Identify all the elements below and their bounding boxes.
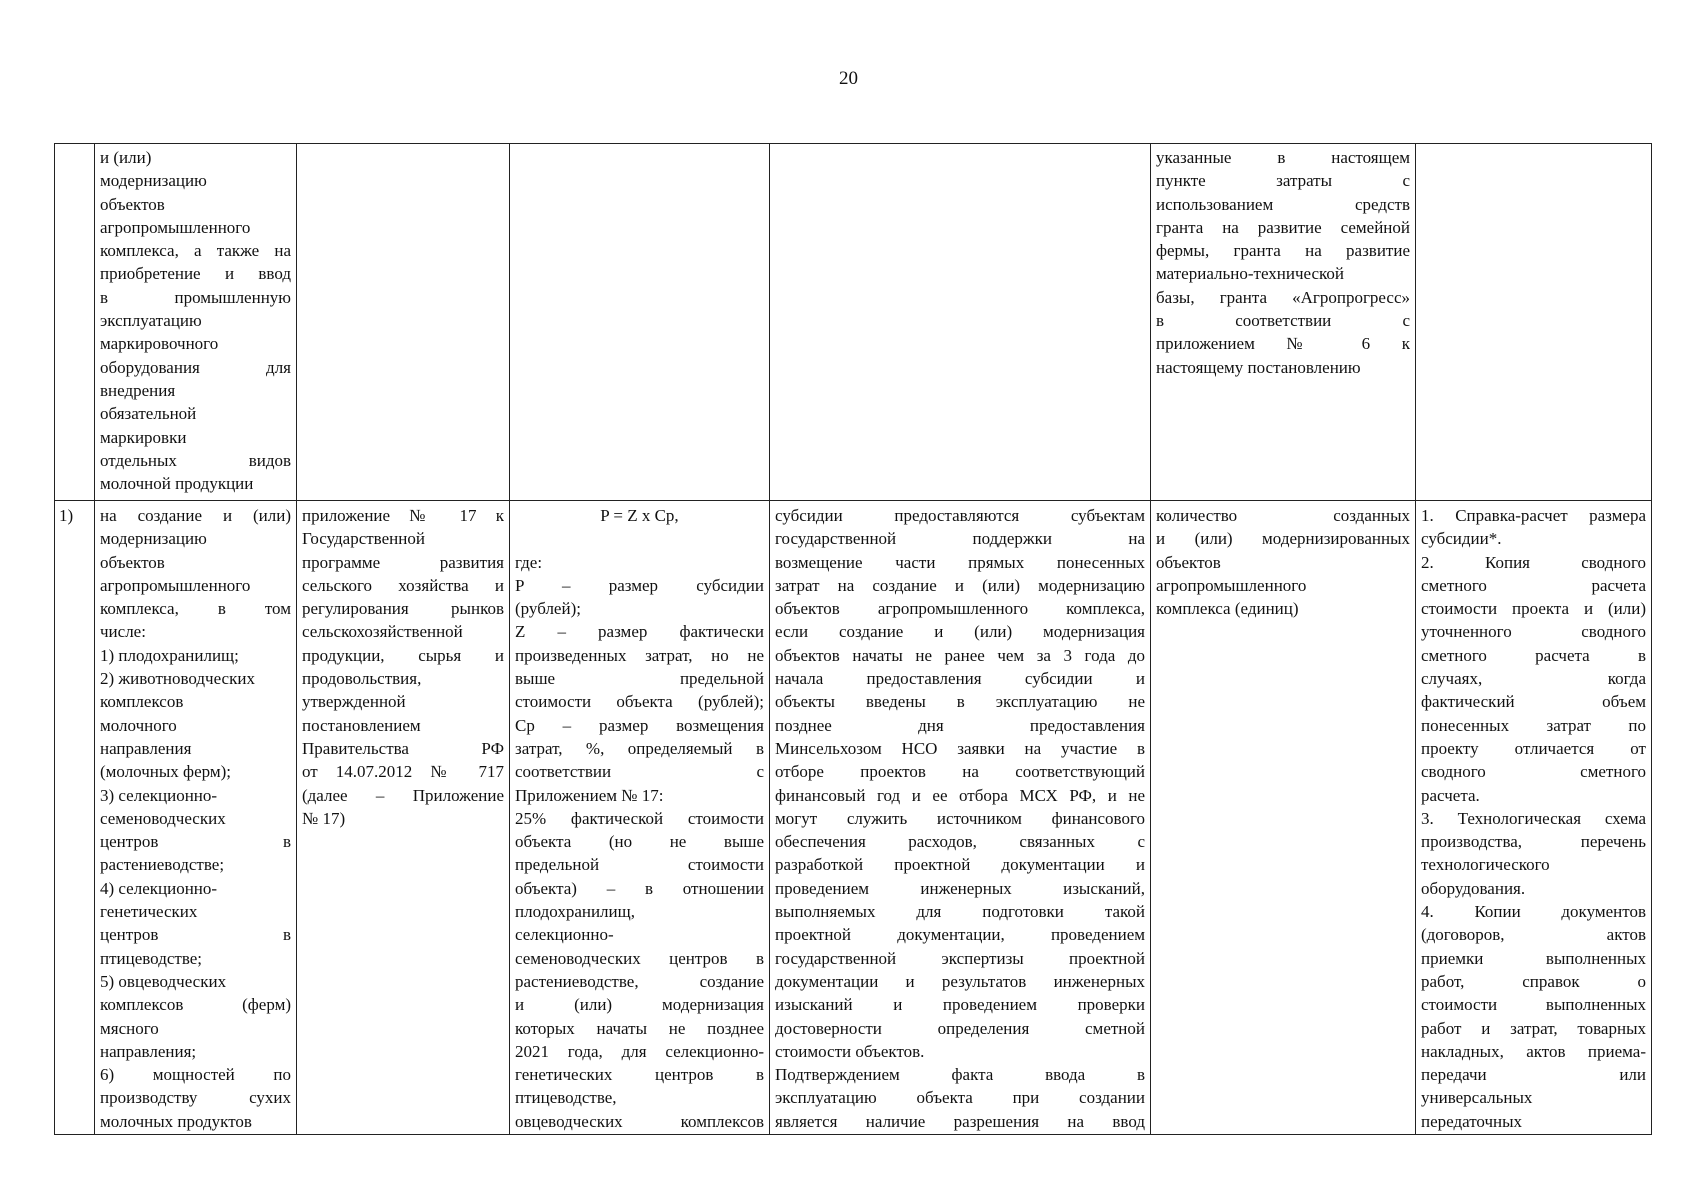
documents-cell <box>1416 144 1652 501</box>
text-line: птицеводстве, <box>515 1088 617 1108</box>
text-line: плодохранилищ, <box>515 902 635 922</box>
text-line: растениеводстве; <box>100 855 225 875</box>
text-line: направления <box>100 738 192 758</box>
text-line: передаточных <box>1421 1111 1523 1131</box>
table-row <box>55 501 1652 1135</box>
text-line: сводного сметного <box>1421 762 1646 782</box>
text-line: достоверности определения сметной <box>775 1018 1145 1038</box>
text-line: овцеводческих комплексов <box>515 1111 764 1131</box>
text-line: начала предоставления субсидии и <box>775 669 1145 689</box>
basis-text <box>302 504 504 830</box>
text-line: птицеводстве; <box>100 948 203 968</box>
text-line: проектной документации, проведением <box>775 925 1145 945</box>
text-line: комплексов <box>100 692 184 712</box>
text-line: в соответствии с <box>1156 311 1410 331</box>
text-line: оборудования для <box>100 357 291 377</box>
text-line: (молочных ферм); <box>100 762 232 782</box>
text-line: объекта (но не выше <box>515 832 764 852</box>
text-line: субсидии*. <box>1421 529 1502 549</box>
text-line: стоимости объекта (рублей); <box>515 692 764 712</box>
text-line: объектов <box>100 194 165 214</box>
text-line: молочных продуктов <box>100 1111 252 1131</box>
text-line: комплекса, а также на <box>100 241 291 261</box>
text-line: (далее – Приложение <box>302 785 504 805</box>
text-line: случаях, когда <box>1421 669 1646 689</box>
text-line: затрат, %, определяемый в <box>515 738 764 758</box>
text-line: центров в <box>100 925 291 945</box>
text-line: Правительства РФ <box>302 738 504 758</box>
formula-cell <box>510 144 770 501</box>
text-line: 1) плодохранилищ; <box>100 645 239 665</box>
text-line: позднее дня предоставления <box>775 715 1145 735</box>
text-line: семеноводческих центров в <box>515 948 764 968</box>
text-line: оборудования. <box>1421 878 1526 898</box>
text-line: объектов агропромышленного комплекса, <box>775 599 1145 619</box>
text-line: фактический объем <box>1421 692 1646 712</box>
text-line: 2. Копия сводного <box>1421 552 1646 572</box>
text-line: которых начаты не позднее <box>515 1018 764 1038</box>
row-number: 1) <box>59 506 74 525</box>
text-line: изысканий и проведением проверки <box>775 995 1145 1015</box>
text-line: P – размер субсидии <box>515 575 764 595</box>
text-line: Государственной <box>302 529 425 549</box>
text-line: передачи или <box>1421 1065 1646 1085</box>
text-line: внедрения <box>100 380 176 400</box>
text-line: государственной поддержки на <box>775 529 1145 549</box>
text-line: стоимости объектов. <box>775 1041 925 1061</box>
text-line: модернизацию <box>100 171 207 191</box>
text-line: объекта) – в отношении <box>515 878 764 898</box>
basis-cell <box>297 501 510 1135</box>
text-line: Подтверждением факта ввода в <box>775 1065 1145 1085</box>
direction-cell <box>95 144 297 501</box>
text-line: объекты введены в эксплуатацию не <box>775 692 1145 712</box>
documents-text <box>1421 504 1646 1133</box>
page-number: 20 <box>839 68 858 89</box>
text-line: выше предельной <box>515 669 764 689</box>
text-line: уточненного сводного <box>1421 622 1646 642</box>
text-line: и (или) модернизированных <box>1156 529 1410 549</box>
text-line: семеноводческих <box>100 808 226 828</box>
text-line: 1. Справка-расчет размера <box>1421 506 1646 525</box>
basis-cell <box>297 144 510 501</box>
text-line: сельскохозяйственной <box>302 622 463 642</box>
text-line: продукции, сырья и <box>302 645 504 665</box>
text-line: комплекса (единиц) <box>1156 599 1299 619</box>
text-line: числе: <box>100 622 146 642</box>
text-line: объектов <box>100 552 165 572</box>
text-line: настоящему постановлению <box>1156 357 1361 377</box>
table-row <box>55 144 1652 501</box>
text-line: маркировочного <box>100 334 219 354</box>
text-line: производству сухих <box>100 1088 291 1108</box>
text-line: P = Z x Cp, <box>600 506 679 525</box>
text-line: субсидии предоставляются субъектам <box>775 506 1145 525</box>
text-line: эксплуатацию объекта при создании <box>775 1088 1145 1108</box>
text-line: 5) овцеводческих <box>100 971 227 991</box>
text-line: работ, справок о <box>1421 971 1646 991</box>
text-line: агропромышленного <box>1156 575 1307 595</box>
text-line: агропромышленного <box>100 575 251 595</box>
text-line: возмещение части прямых понесенных <box>775 552 1145 572</box>
formula-cell <box>510 501 770 1135</box>
text-line: обязательной <box>100 404 197 424</box>
text-line: центров в <box>100 832 291 852</box>
text-line: отборе проектов на соответствующий <box>775 762 1145 782</box>
text-line: 6) мощностей по <box>100 1065 291 1085</box>
text-line: проведением инженерных изысканий, <box>775 878 1145 898</box>
text-line: отдельных видов <box>100 450 291 470</box>
indicator-cell <box>1151 144 1416 501</box>
text-line: утвержденной <box>302 692 406 712</box>
text-line: понесенных затрат по <box>1421 715 1646 735</box>
text-line: агропромышленного <box>100 217 251 237</box>
text-line: 4) селекционно- <box>100 878 218 898</box>
text-line: технологического <box>1421 855 1550 875</box>
text-line: могут служить источником финансового <box>775 808 1145 828</box>
text-line: документации и результатов инженерных <box>775 971 1145 991</box>
text-line: обеспечения расходов, связанных с <box>775 832 1145 852</box>
text-line: проекту отличается от <box>1421 738 1646 758</box>
text-line: выполняемых для подготовки такой <box>775 902 1145 922</box>
text-line: производства, перечень <box>1421 832 1646 852</box>
text-line: молочного <box>100 715 177 735</box>
text-line: работ и затрат, товарных <box>1421 1018 1646 1038</box>
text-line: маркировки <box>100 427 187 447</box>
text-line: стоимости выполненных <box>1421 995 1646 1015</box>
text-line: 4. Копии документов <box>1421 902 1646 922</box>
text-line: материально-технической <box>1156 264 1345 284</box>
text-line: финансовый год и ее отбора МСХ РФ, и не <box>775 785 1145 805</box>
text-line: растениеводстве, создание <box>515 971 764 991</box>
text-line: 3) селекционно- <box>100 785 218 805</box>
text-line: приложение № 17 к <box>302 506 504 525</box>
indicator-cell <box>1151 501 1416 1135</box>
text-line: в промышленную <box>100 287 291 307</box>
text-line: приемки выполненных <box>1421 948 1646 968</box>
direction-text <box>100 504 291 1133</box>
text-line: объектов <box>1156 552 1221 572</box>
text-line: мясного <box>100 1018 159 1038</box>
text-line: модернизацию <box>100 529 207 549</box>
indicator-text <box>1156 146 1410 379</box>
text-line: и (или) модернизация <box>515 995 764 1015</box>
text-line: государственной экспертизы проектной <box>775 948 1145 968</box>
text-line: базы, гранта «Агропрогресс» <box>1156 287 1410 307</box>
documents-cell <box>1416 501 1652 1135</box>
conditions-cell <box>770 144 1151 501</box>
text-line: предельной стоимости <box>515 855 764 875</box>
text-line: и (или) <box>100 148 152 167</box>
formula-text <box>515 504 764 1133</box>
text-line: программе развития <box>302 552 504 572</box>
text-line: (рублей); <box>515 599 581 619</box>
text-line: указанные в настоящем <box>1156 148 1410 167</box>
text-line: комплекса, в том <box>100 599 291 619</box>
text-line: № 17) <box>302 808 346 828</box>
text-line: сельского хозяйства и <box>302 575 504 595</box>
text-line: фермы, гранта на развитие <box>1156 241 1410 261</box>
text-line: Минсельхозом НСО заявки на участие в <box>775 738 1145 758</box>
text-line: соответствии с <box>515 762 764 782</box>
text-line: где: <box>515 552 543 572</box>
text-line: (договоров, актов <box>1421 925 1646 945</box>
text-line: Z – размер фактически <box>515 622 764 642</box>
text-line: пункте затраты с <box>1156 171 1410 191</box>
direction-cell <box>95 501 297 1135</box>
text-line: универсальных <box>1421 1088 1533 1108</box>
indicator-text <box>1156 504 1410 620</box>
text-line: молочной продукции <box>100 474 254 494</box>
text-line: направления; <box>100 1041 197 1061</box>
text-line: продовольствия, <box>302 669 422 689</box>
conditions-text <box>775 504 1145 1133</box>
text-line: произведенных затрат, но не <box>515 645 764 665</box>
subsidy-table <box>54 143 1652 1135</box>
text-line: генетических центров в <box>515 1065 764 1085</box>
text-line <box>515 527 764 550</box>
text-line: 2021 года, для селекционно- <box>515 1041 764 1061</box>
row-number-cell <box>55 501 95 1135</box>
text-line: 3. Технологическая схема <box>1421 808 1646 828</box>
text-line: является наличие разрешения на ввод <box>775 1111 1145 1131</box>
text-line: селекционно- <box>515 925 614 945</box>
text-line: регулирования рынков <box>302 599 504 619</box>
text-line: гранта на развитие семейной <box>1156 217 1410 237</box>
text-line: комплексов (ферм) <box>100 995 291 1015</box>
text-line: постановлением <box>302 715 421 735</box>
text-line: использованием средств <box>1156 194 1410 214</box>
text-line: приложением № 6 к <box>1156 334 1410 354</box>
text-line: накладных, актов приема- <box>1421 1041 1646 1061</box>
text-line: количество созданных <box>1156 506 1410 525</box>
text-line: Приложением № 17: <box>515 785 664 805</box>
direction-text <box>100 146 291 495</box>
text-line: от 14.07.2012 № 717 <box>302 762 504 782</box>
text-line: эксплуатацию <box>100 311 202 331</box>
row-number-cell <box>55 144 95 501</box>
text-line: разработкой проектной документации и <box>775 855 1145 875</box>
text-line: сметного расчета в <box>1421 645 1646 665</box>
text-line: затрат на создание и (или) модернизацию <box>775 575 1145 595</box>
conditions-cell <box>770 501 1151 1135</box>
text-line: если создание и (или) модернизация <box>775 622 1145 642</box>
text-line: генетических <box>100 902 198 922</box>
text-line: приобретение и ввод <box>100 264 291 284</box>
text-line: сметного расчета <box>1421 575 1646 595</box>
text-line: расчета. <box>1421 785 1480 805</box>
text-line: 2) животноводческих <box>100 669 255 689</box>
text-line: на создание и (или) <box>100 506 291 525</box>
text-line: 25% фактической стоимости <box>515 808 764 828</box>
text-line: Cp – размер возмещения <box>515 715 764 735</box>
text-line: объектов начаты не ранее чем за 3 года до <box>775 645 1145 665</box>
text-line: стоимости проекта и (или) <box>1421 599 1646 619</box>
